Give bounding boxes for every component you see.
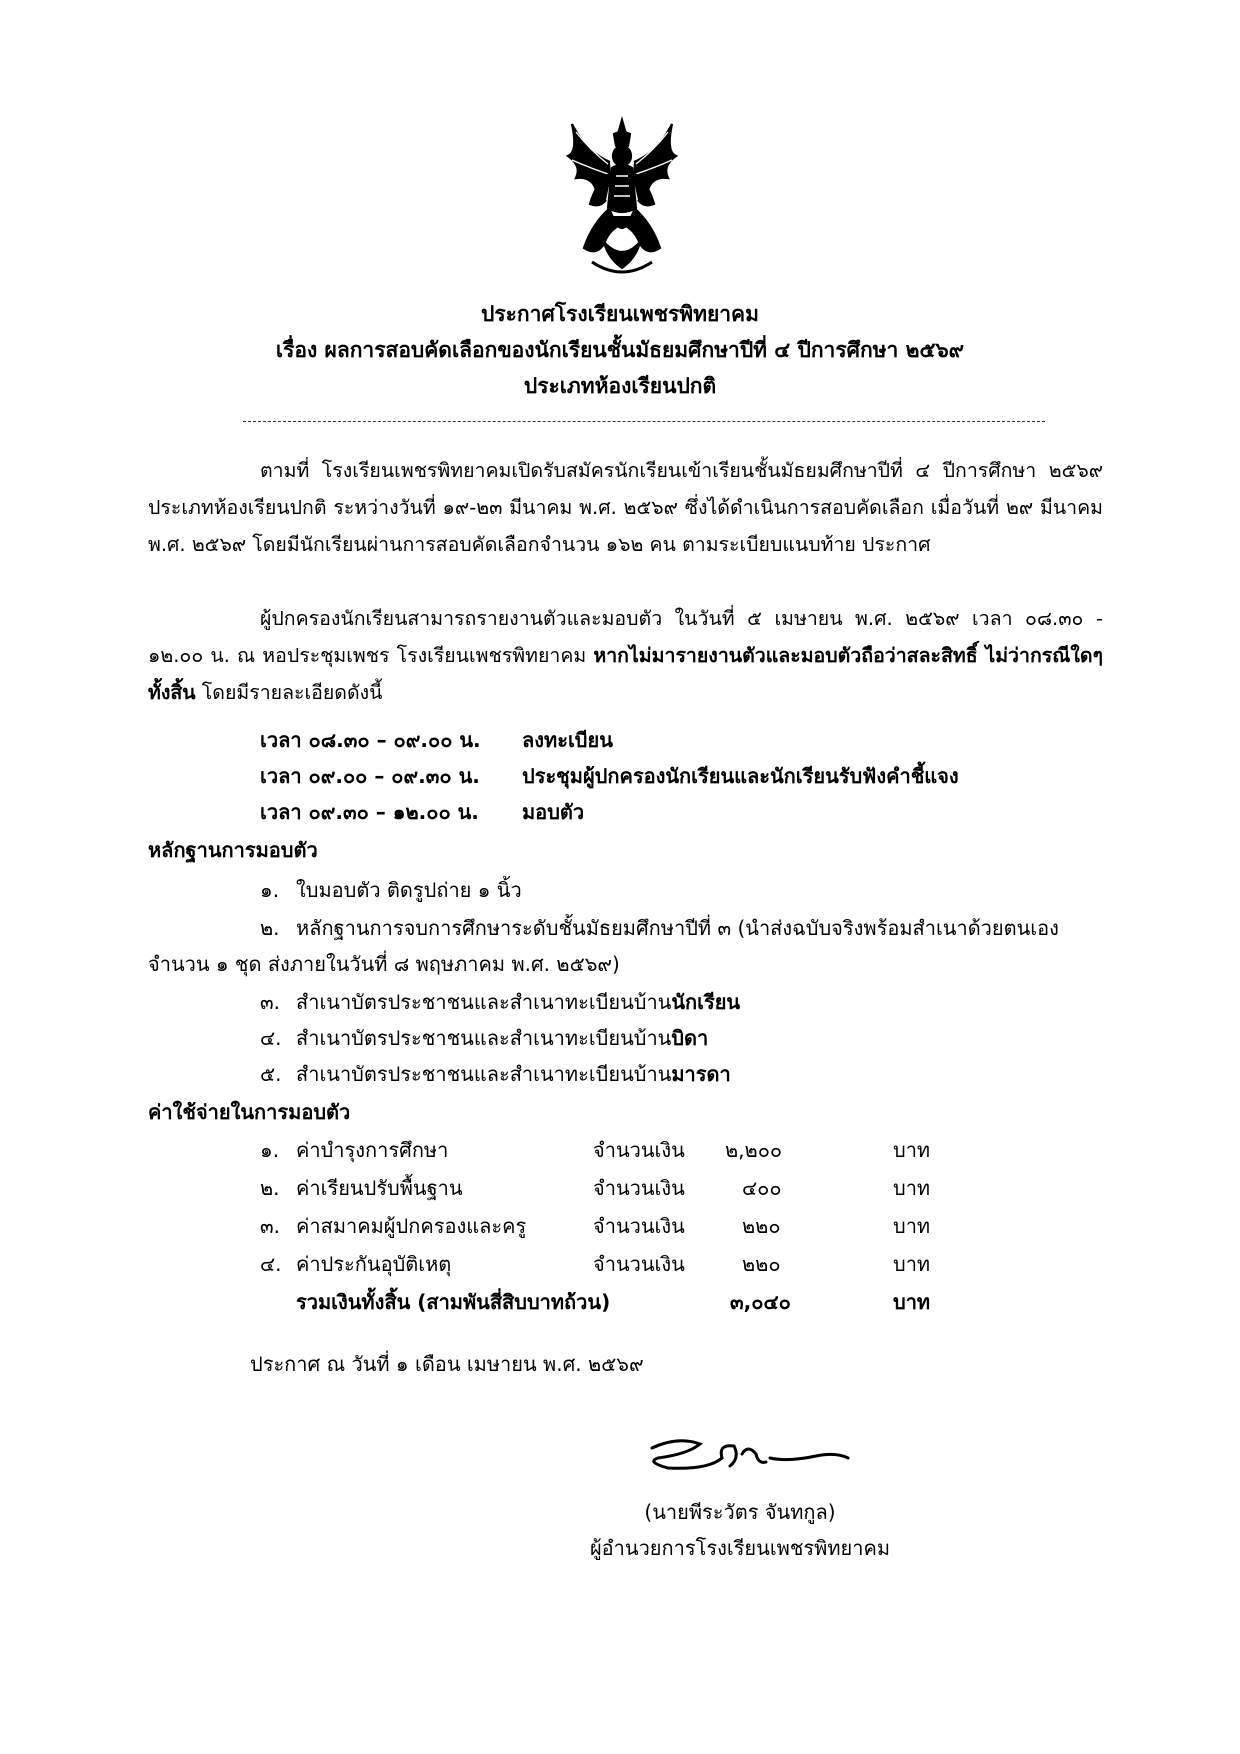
schedule-activity: ลงทะเบียน [522,728,613,752]
item-emphasis: มารดา [671,1062,731,1086]
list-item [260,1058,731,1090]
signatory-name: (นายพีระวัตร จันทกูล) [644,1500,836,1524]
item-number: ๒. [260,916,280,940]
fee-amount: ๒๒๐ [742,1214,781,1238]
schedule-row [260,724,613,756]
fee-number: ๒. [260,1176,280,1200]
fee-number: ๓. [260,1214,281,1238]
fee-number: ๔. [260,1252,282,1276]
fee-label: จำนวนเงิน [593,1214,685,1238]
item-emphasis: บิดา [671,1026,709,1050]
paragraph-2-end: โดยมีรายละเอียดดังนี้ [195,681,383,704]
fees-section-title: ค่าใช้จ่ายในการมอบตัว [148,1100,351,1124]
fee-unit: บาท [893,1214,931,1238]
garuda-emblem-icon [562,112,682,282]
schedule-row [260,760,959,792]
list-item [260,1022,708,1054]
schedule-row [260,796,584,828]
fee-unit: บาท [893,1176,931,1200]
fee-amount: ๒๒๐ [742,1252,781,1276]
fee-total-unit: บาท [893,1290,931,1314]
paragraph-2-text: ผู้ปกครองนักเรียนสามารถรายงานตัวและมอบตัว ในวันที่ ๕ เมษายน พ.ศ. ๒๕๖๙ เวลา ๐๘.๓๐ - ๑๒.๐๐ น. ณ หอประชุมเพชร โรงเรียนเพชรพิทยาคม [148,607,1103,667]
fee-label: จำนวนเงิน [593,1252,685,1276]
schedule-time: เวลา ๐๘.๓๐ – ๐๙.๐๐ น. [260,728,481,752]
item-text: หลักฐานการจบการศึกษาระดับชั้นมัธยมศึกษาปีที่ ๓ (นำส่งฉบับจริงพร้อมสำเนาด้วยตนเอง [296,916,1059,940]
fee-amount: ๔๐๐ [742,1176,782,1200]
signatory-position: ผู้อำนวยการโรงเรียนเพชรพิทยาคม [589,1536,891,1560]
fee-amount: ๒,๒๐๐ [725,1138,783,1162]
announcement-date: ประกาศ ณ วันที่ ๑ เดือน เมษายน พ.ศ. ๒๕๖๙ [250,1352,644,1376]
schedule-time: เวลา ๐๙.๓๐ – ๑๒.๐๐ น. [260,800,479,824]
fee-name: ค่าสมาคมผู้ปกครองและครู [296,1214,527,1238]
body-paragraph-2 [148,600,1103,711]
item-number: ๓. [260,990,281,1014]
fee-label: จำนวนเงิน [593,1138,685,1162]
item-number: ๔. [260,1026,282,1050]
announcement-subject: เรื่อง ผลการสอบคัดเลือกของนักเรียนชั้นมัธยมศึกษาปีที่ ๔ ปีการศึกษา ๒๕๖๙ [275,338,965,362]
schedule-activity: ประชุมผู้ปกครองนักเรียนและนักเรียนรับฟังคำชี้แจง [522,764,959,788]
item-text: สำเนาบัตรประชาชนและสำเนาทะเบียนบ้าน [296,1026,672,1050]
fee-total-label: รวมเงินทั้งสิ้น (สามพันสี่สิบบาทถ้วน) [296,1290,611,1314]
fee-name: ค่าประกันอุบัติเหตุ [296,1252,452,1276]
item-text: สำเนาบัตรประชาชนและสำเนาทะเบียนบ้าน [296,1062,672,1086]
fee-number: ๑. [260,1138,280,1162]
fee-name: ค่าเรียนปรับพื้นฐาน [296,1176,463,1200]
fee-name: ค่าบำรุงการศึกษา [296,1138,449,1162]
fee-label: จำนวนเงิน [593,1176,685,1200]
item-text: ใบมอบตัว ติดรูปถ่าย ๑ นิ้ว [296,878,522,902]
announcement-category: ประเภทห้องเรียนปกติ [523,374,717,398]
handwritten-signature [638,1428,858,1488]
item-text: สำเนาบัตรประชาชนและสำเนาทะเบียนบ้าน [296,990,672,1014]
item-number: ๑. [260,878,280,902]
forfeit-warning: หากไม่มารายงานตัวและมอบตัวถือว่าสละสิทธิ์ ไม่ว่ากรณีใดๆ ทั้งสิ้น [148,644,1103,704]
header-divider [243,421,1045,422]
paragraph-1-text: ตามที่ โรงเรียนเพชรพิทยาคมเปิดรับสมัครนักเรียนเข้าเรียนชั้นมัธยมศึกษาปีที่ ๔ ปีการศึกษา ๒๕๖๙ ประเภทห้องเรียนปกติ ระหว่างวันที่ ๑๙-๒๓ มีนาคม พ.ศ. ๒๕๖๙ ซึ่งได้ดำเนินการสอบคัดเลือก เมื่อวันที่ ๒๙ มีนาคม พ.ศ. ๒๕๖๙ โดยมีนักเรียนผ่านการสอบคัดเลือกจำนวน ๑๖๒ คน ตามระเบียบแนบท้าย ประกาศ [148,459,1103,556]
announcement-title: ประกาศโรงเรียนเพชรพิทยาคม [481,302,759,326]
schedule-time: เวลา ๐๙.๐๐ – ๐๙.๓๐ น. [260,764,480,788]
list-item [260,912,1059,944]
list-item [260,986,740,1018]
item-emphasis: นักเรียน [671,990,741,1014]
body-paragraph-1 [148,452,1103,563]
fee-unit: บาท [893,1252,931,1276]
schedule-activity: มอบตัว [522,800,585,824]
item-number: ๕. [260,1062,282,1086]
evidence-section-title: หลักฐานการมอบตัว [148,838,318,862]
list-item-continuation: จำนวน ๑ ชุด ส่งภายในวันที่ ๘ พฤษภาคม พ.ศ. ๒๕๖๙) [148,952,620,976]
fee-unit: บาท [893,1138,931,1162]
fee-total-amount: ๓,๐๔๐ [730,1290,791,1314]
list-item [260,874,522,906]
